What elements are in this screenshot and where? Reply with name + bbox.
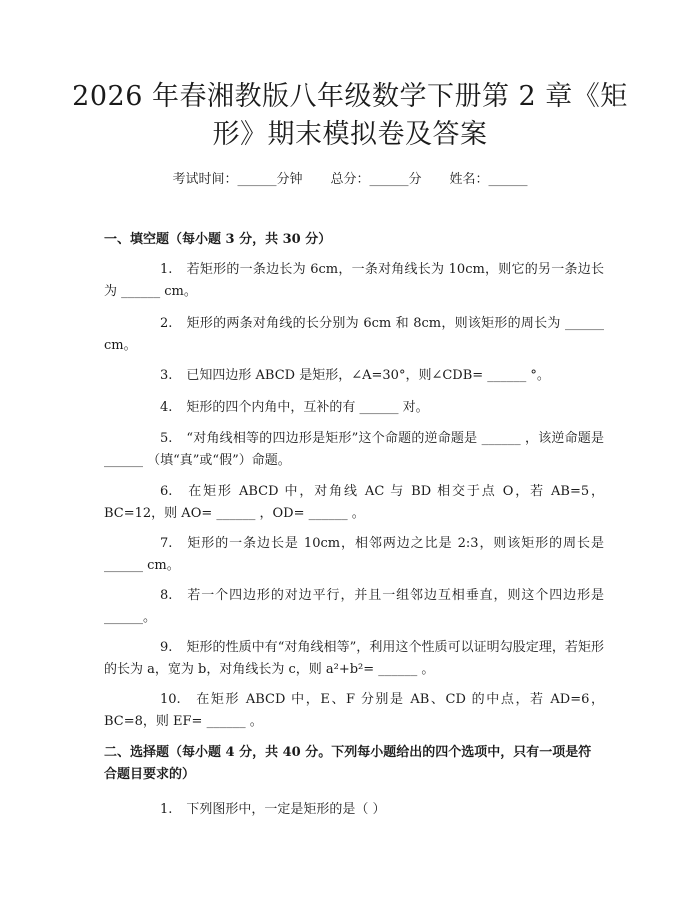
fill-question-1 — [104, 259, 604, 303]
question-number: 6. — [160, 484, 173, 499]
page-title — [60, 78, 640, 154]
question-number: 2. — [160, 316, 173, 331]
question-number: 7. — [160, 536, 173, 551]
choice-question-1 — [104, 799, 604, 821]
question-number: 10. — [160, 692, 181, 707]
question-text: 矩形的一条边长是 10cm，相邻两边之比是 2:3，则该矩形的周长是 ______ cm。 — [104, 536, 604, 573]
question-text: “对角线相等的四边形是矩形”这个命题的逆命题是 ______ ，该逆命题是 ______ （填“真”或“假”）命题。 — [104, 431, 604, 468]
title-line-1: 2026 年春湘教版八年级数学下册第 2 章《矩 — [72, 81, 628, 112]
question-number: 4. — [160, 400, 173, 415]
fill-question-6 — [104, 481, 604, 525]
fill-question-2 — [104, 313, 604, 357]
question-text: 下列图形中，一定是矩形的是（ ） — [186, 802, 386, 817]
section-2-heading: 二、选择题（每小题 4 分，共 40 分。下列每小题给出的四个选项中，只有一项是符合题目要求的） — [104, 745, 592, 782]
fill-question-4 — [104, 397, 604, 419]
question-number: 9. — [160, 640, 173, 655]
question-text: 在矩形 ABCD 中，对角线 AC 与 BD 相交于点 O，若 AB=5，BC=12，则 AO= ______ ，OD= ______ 。 — [104, 484, 604, 521]
title-line-2: 形》期末模拟卷及答案 — [212, 119, 488, 150]
question-text: 若矩形的一条边长为 6cm，一条对角线长为 10cm，则它的另一条边长为 ______ cm。 — [104, 262, 604, 299]
question-number: 1. — [160, 802, 173, 817]
fill-question-10 — [104, 689, 604, 733]
question-text: 已知四边形 ABCD 是矩形，∠A=30°，则∠CDB= ______ °。 — [186, 368, 550, 383]
fill-question-3 — [104, 365, 604, 387]
fill-question-9 — [104, 637, 604, 681]
question-text: 矩形的性质中有“对角线相等”，利用这个性质可以证明勾股定理，若矩形的长为 a，宽为 b，对角线长为 c，则 a²+b²= ______ 。 — [104, 640, 604, 677]
fill-question-7 — [104, 533, 604, 577]
exam-time-field: 考试时间：______分钟 — [172, 172, 303, 187]
question-number: 8. — [160, 588, 173, 603]
question-text: 矩形的四个内角中，互补的有 ______ 对。 — [186, 400, 429, 415]
fill-question-8 — [104, 585, 604, 629]
question-number: 5. — [160, 431, 173, 446]
question-number: 3. — [160, 368, 173, 383]
total-score-field: 总分：______分 — [330, 172, 422, 187]
question-number: 1. — [160, 262, 173, 277]
fill-question-5 — [104, 428, 604, 472]
section-1-heading: 一、填空题（每小题 3 分，共 30 分） — [104, 232, 332, 247]
student-name-field: 姓名：______ — [449, 172, 528, 187]
exam-info-row — [0, 168, 700, 187]
question-text: 若一个四边形的对边平行，并且一组邻边互相垂直，则这个四边形是 ______。 — [104, 588, 604, 625]
question-text: 在矩形 ABCD 中，E、F 分别是 AB、CD 的中点，若 AD=6，BC=8，则 EF= ______ 。 — [104, 692, 604, 729]
question-text: 矩形的两条对角线的长分别为 6cm 和 8cm，则该矩形的周长为 ______ cm。 — [104, 316, 604, 353]
